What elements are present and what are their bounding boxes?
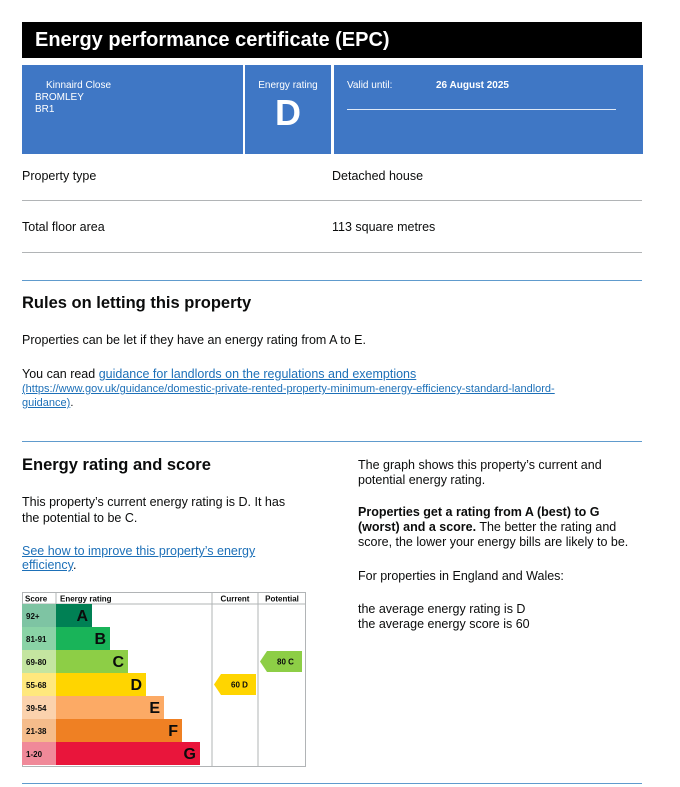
letting-guidance-paragraph xyxy=(22,366,416,382)
address-line-1: Kinnaird Close xyxy=(46,80,112,91)
potential-header: Potential xyxy=(265,594,299,604)
improve-efficiency-link-line-2-wrap xyxy=(22,557,76,573)
guidance-url-suffix: . xyxy=(70,397,74,409)
energy-rating-letter: D xyxy=(275,92,301,133)
valid-until-date: 26 August 2025 xyxy=(436,80,509,91)
band-letter: F xyxy=(168,723,178,740)
band-score-range: 1-20 xyxy=(26,750,43,759)
letting-paragraph: Properties can be let if they have an energy rating from A to E. xyxy=(22,333,366,347)
divider xyxy=(22,252,642,253)
score-para-line-2: the potential to be C. xyxy=(22,511,138,525)
address-line-3: BR1 xyxy=(35,104,55,115)
band-letter: C xyxy=(112,654,124,671)
band-score-range: 39-54 xyxy=(26,704,47,713)
section-divider xyxy=(22,441,642,442)
band-letter: G xyxy=(183,746,196,763)
landlord-guidance-link[interactable]: guidance for landlords on the regulations and exemptions xyxy=(98,367,417,381)
band-bar-e xyxy=(56,696,164,719)
band-letter: A xyxy=(76,608,88,625)
score-para-line-1: This property’s current energy rating is D. It has xyxy=(22,495,286,509)
section-divider xyxy=(22,280,642,281)
energy-rating-box xyxy=(245,65,331,154)
address-line-2: BROMLEY xyxy=(35,92,84,103)
potential-rating-label: 80 C xyxy=(277,657,294,667)
band-score-range: 92+ xyxy=(26,612,40,621)
band-score-range: 81-91 xyxy=(26,635,47,644)
certificate-number-underline xyxy=(347,109,616,110)
band-bar-g xyxy=(56,742,200,765)
band-score-range: 55-68 xyxy=(26,681,47,690)
score-header: Score xyxy=(25,594,48,604)
score-heading: Energy rating and score xyxy=(22,456,211,474)
current-rating-label: 60 D xyxy=(231,680,248,690)
validity-box xyxy=(334,65,643,154)
address-box xyxy=(22,65,243,154)
floor-area-label: Total floor area xyxy=(22,220,105,234)
band-score-range: 21-38 xyxy=(26,727,47,736)
improve-efficiency-link-line-2[interactable]: efficiency xyxy=(22,558,73,572)
sidebar-p2-rest: The better the rating and xyxy=(476,520,617,534)
band-score-range: 69-80 xyxy=(26,658,47,667)
improve-link-suffix: . xyxy=(72,558,77,572)
sidebar-p1-line-2: potential energy rating. xyxy=(358,473,486,487)
guidance-url-line-2-wrap xyxy=(22,396,73,410)
floor-area-value: 113 square metres xyxy=(332,220,436,234)
energy-rating-chart xyxy=(22,592,306,767)
guidance-url-line-2[interactable]: guidance) xyxy=(22,397,71,409)
band-letter: E xyxy=(149,700,160,717)
valid-until-label: Valid until: xyxy=(347,80,393,91)
sidebar-p2-line-2 xyxy=(358,519,616,535)
band-letter: D xyxy=(130,677,142,694)
band-letter: B xyxy=(94,631,106,648)
property-type-label: Property type xyxy=(22,169,97,183)
average-score: the average energy score is 60 xyxy=(358,617,530,631)
average-rating: the average energy rating is D xyxy=(358,602,526,616)
page-title: Energy performance certificate (EPC) xyxy=(22,22,642,58)
sidebar-p2-line-3: score, the lower your energy bills are likely to be. xyxy=(358,535,629,549)
energy-rating-label: Energy rating xyxy=(258,80,318,91)
sidebar-p2-bold: (worst) and a score. xyxy=(358,520,477,534)
improve-efficiency-link-line-1[interactable]: See how to improve this property’s energy xyxy=(22,544,256,558)
sidebar-p1-line-1: The graph shows this property’s current and xyxy=(358,458,602,472)
property-type-value: Detached house xyxy=(332,169,424,183)
divider xyxy=(22,200,642,201)
guidance-prefix: You can read xyxy=(22,367,99,381)
section-divider xyxy=(22,783,642,784)
sidebar-p3: For properties in England and Wales: xyxy=(358,569,564,583)
energy-rating-header: Energy rating xyxy=(60,594,112,604)
guidance-url-line-1[interactable]: (https://www.gov.uk/guidance/domestic-private-rented-property-minimum-energy-efficiency-standard-landlord- xyxy=(22,383,555,395)
sidebar-p2-line-1: Properties get a rating from A (best) to G xyxy=(358,505,600,519)
letting-heading: Rules on letting this property xyxy=(22,294,252,312)
current-header: Current xyxy=(220,594,250,604)
band-bar-f xyxy=(56,719,182,742)
